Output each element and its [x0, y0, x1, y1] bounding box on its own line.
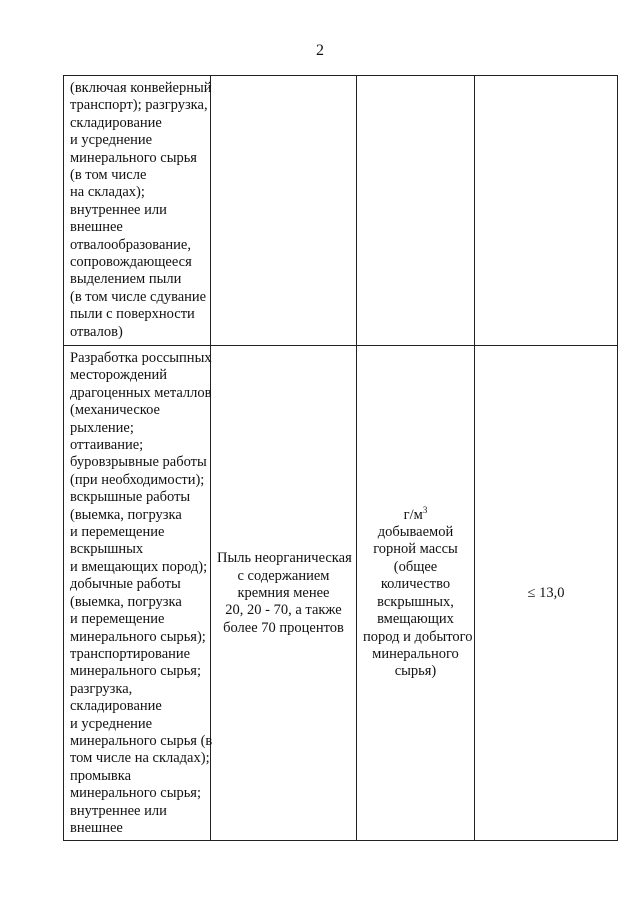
text-line: (выемка, погрузка: [70, 593, 182, 610]
text-line: внутреннее или: [70, 201, 167, 218]
activity-description-cell: [64, 76, 211, 346]
text-line: вмещающих: [377, 611, 454, 628]
text-line: (при необходимости);: [70, 471, 205, 488]
text-line: буровзрывные работы: [70, 454, 207, 471]
text-line: вскрышных,: [377, 593, 454, 610]
text-line: минерального сырья: [70, 149, 197, 166]
text-line: и перемещение: [70, 524, 165, 541]
text-line: на складах);: [70, 184, 145, 201]
text-line: минерального сырья;: [70, 785, 202, 802]
text-line: минерального: [372, 645, 459, 662]
text-line: добычные работы: [70, 576, 181, 593]
text-line: складирование: [70, 698, 162, 715]
text-line: количество: [380, 576, 451, 593]
text-line: вскрышные работы: [70, 489, 191, 506]
text-line: промывка: [70, 767, 132, 784]
text-line: внешнее: [70, 219, 123, 236]
text-line: пыли с поверхности: [70, 306, 195, 323]
text-line: оттаивание;: [70, 437, 144, 454]
text-line: (выемка, погрузка: [70, 506, 182, 523]
text-line: и усреднение: [70, 715, 153, 732]
text-line: транспорт); разгрузка,: [70, 97, 208, 114]
text-line: и усреднение: [70, 132, 153, 149]
pollutant-cell: [211, 346, 357, 841]
text-line: (общее: [393, 558, 438, 575]
text-line: Пыль неорганическая: [217, 550, 352, 567]
text-line: внутреннее или: [70, 802, 167, 819]
text-line: отвалов): [70, 323, 123, 340]
text-line: Разработка россыпных: [70, 350, 212, 366]
text-line: разгрузка,: [70, 680, 133, 697]
text-line: транспортирование: [70, 645, 191, 662]
text-line: минерального сырья (в: [70, 732, 213, 749]
text-line: горной массы: [373, 541, 458, 558]
text-line: и вмещающих пород);: [70, 558, 208, 575]
text-line: минерального сырья);: [70, 628, 206, 645]
text-line: минерального сырья;: [70, 663, 202, 680]
norm-value: ≤ 13,0: [527, 584, 565, 601]
table-row: [64, 346, 618, 841]
text-line: рыхление;: [70, 419, 134, 436]
activity-description-cell: [64, 346, 211, 841]
text-line: складирование: [70, 114, 162, 131]
text-line: добываемой: [377, 524, 454, 541]
unit-cell: [357, 76, 475, 346]
text-line: с содержанием: [237, 567, 330, 584]
text-line: внешнее: [70, 819, 123, 836]
unit-exponent: 3: [422, 504, 428, 515]
text-line: 20, 20 - 70, а также: [225, 602, 342, 619]
text-line: сырья): [394, 663, 437, 680]
text-line: кремния менее: [237, 584, 330, 601]
text-line: вскрышных: [70, 541, 144, 558]
unit-cell: [357, 346, 475, 841]
table-row: [64, 76, 618, 346]
unit-label: [363, 504, 468, 524]
pollutant-cell: [211, 76, 357, 346]
text-line: том числе на складах);: [70, 750, 210, 767]
unit-base: г/м: [403, 506, 423, 523]
text-line: выделением пыли: [70, 271, 182, 288]
text-line: (включая конвейерный: [70, 80, 212, 96]
text-line: сопровождающееся: [70, 254, 192, 271]
text-line: (в том числе: [70, 167, 147, 184]
text-line: драгоценных металлов: [70, 384, 212, 401]
text-line: и перемещение: [70, 611, 165, 628]
page-number: 2: [316, 42, 324, 59]
text-line: (в том числе сдувание: [70, 288, 207, 305]
document-table: [63, 75, 618, 841]
text-line: месторождений: [70, 367, 168, 384]
value-cell: [475, 346, 618, 841]
text-line: отвалообразование,: [70, 236, 191, 253]
text-line: более 70 процентов: [223, 619, 344, 636]
value-cell: [475, 76, 618, 346]
text-line: пород и добытого: [363, 628, 473, 645]
text-line: (механическое: [70, 402, 160, 419]
